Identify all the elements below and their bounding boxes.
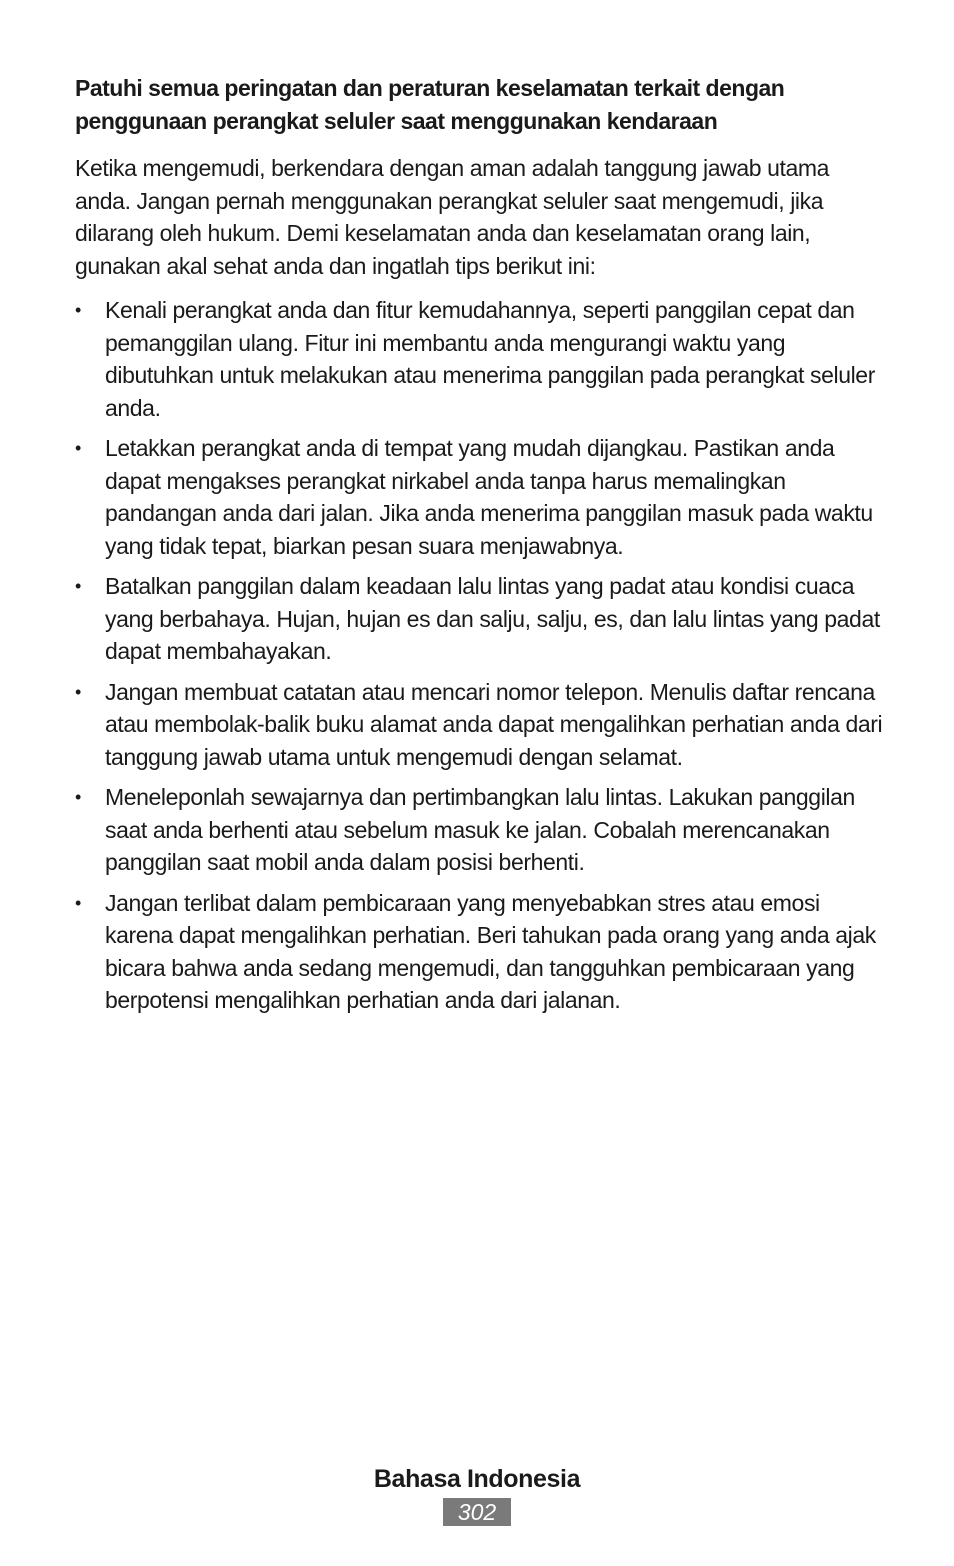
bullet-icon: •: [75, 681, 81, 702]
section-heading: Patuhi semua peringatan dan peraturan keselamatan terkait dengan penggunaan perangkat seluler saat menggunakan kendaraan: [75, 75, 785, 134]
list-item-text: Batalkan panggilan dalam keadaan lalu lintas yang padat atau kondisi cuaca yang berbahaya. Hujan, hujan es dan salju, salju, es, dan lalu lintas yang padat dapat membahayakan.: [105, 573, 880, 664]
page-number: 302: [443, 1498, 511, 1526]
list-item: [75, 781, 885, 879]
list-item: [75, 432, 885, 562]
list-item: [75, 887, 885, 1017]
list-item-text: Letakkan perangkat anda di tempat yang mudah dijangkau. Pastikan anda dapat mengakses perangkat nirkabel anda tanpa harus memalingkan pandangan anda dari jalan. Jika anda menerima panggilan masuk pada waktu yang tidak tepat, biarkan pesan suara menjawabnya.: [105, 435, 873, 559]
bullet-icon: •: [75, 892, 81, 913]
list-item: [75, 676, 885, 774]
footer-language-label: Bahasa Indonesia: [373, 1465, 581, 1493]
bullet-icon: •: [75, 438, 81, 458]
tips-list: [75, 294, 885, 1017]
bullet-icon: •: [75, 300, 81, 320]
page-footer: [0, 1462, 954, 1526]
bullet-icon: •: [75, 576, 81, 596]
bullet-icon: •: [75, 787, 81, 807]
list-item-text: Jangan membuat catatan atau mencari nomor telepon. Menulis daftar rencana atau membolak-balik buku alamat anda dapat mengalihkan perhatian anda dari tanggung jawab utama untuk mengemudi dengan selamat.: [105, 678, 883, 770]
list-item-text: Meneleponlah sewajarnya dan pertimbangkan lalu lintas. Lakukan panggilan saat anda berhenti atau sebelum masuk ke jalan. Cobalah merencanakan panggilan saat mobil anda dalam posisi berhenti.: [105, 784, 855, 875]
list-item: [75, 570, 885, 668]
page-content: [75, 72, 885, 1025]
list-item: [75, 294, 885, 424]
intro-paragraph: Ketika mengemudi, berkendara dengan aman adalah tanggung jawab utama anda. Jangan pernah menggunakan perangkat seluler saat mengemudi, jika dilarang oleh hukum. Demi keselamatan anda dan keselamatan orang lain, gunakan akal sehat anda dan ingatlah tips berikut ini:: [75, 155, 830, 279]
list-item-text: Kenali perangkat anda dan fitur kemudahannya, seperti panggilan cepat dan pemanggilan ulang. Fitur ini membantu anda mengurangi waktu yang dibutuhkan untuk melakukan atau menerima panggilan pada perangkat seluler anda.: [105, 297, 875, 421]
list-item-text: Jangan terlibat dalam pembicaraan yang menyebabkan stres atau emosi karena dapat mengalihkan perhatian. Beri tahukan pada orang yang anda ajak bicara bahwa anda sedang mengemudi, dan tangguhkan pembicaraan yang berpotensi mengalihkan perhatian anda dari jalanan.: [105, 889, 876, 1013]
